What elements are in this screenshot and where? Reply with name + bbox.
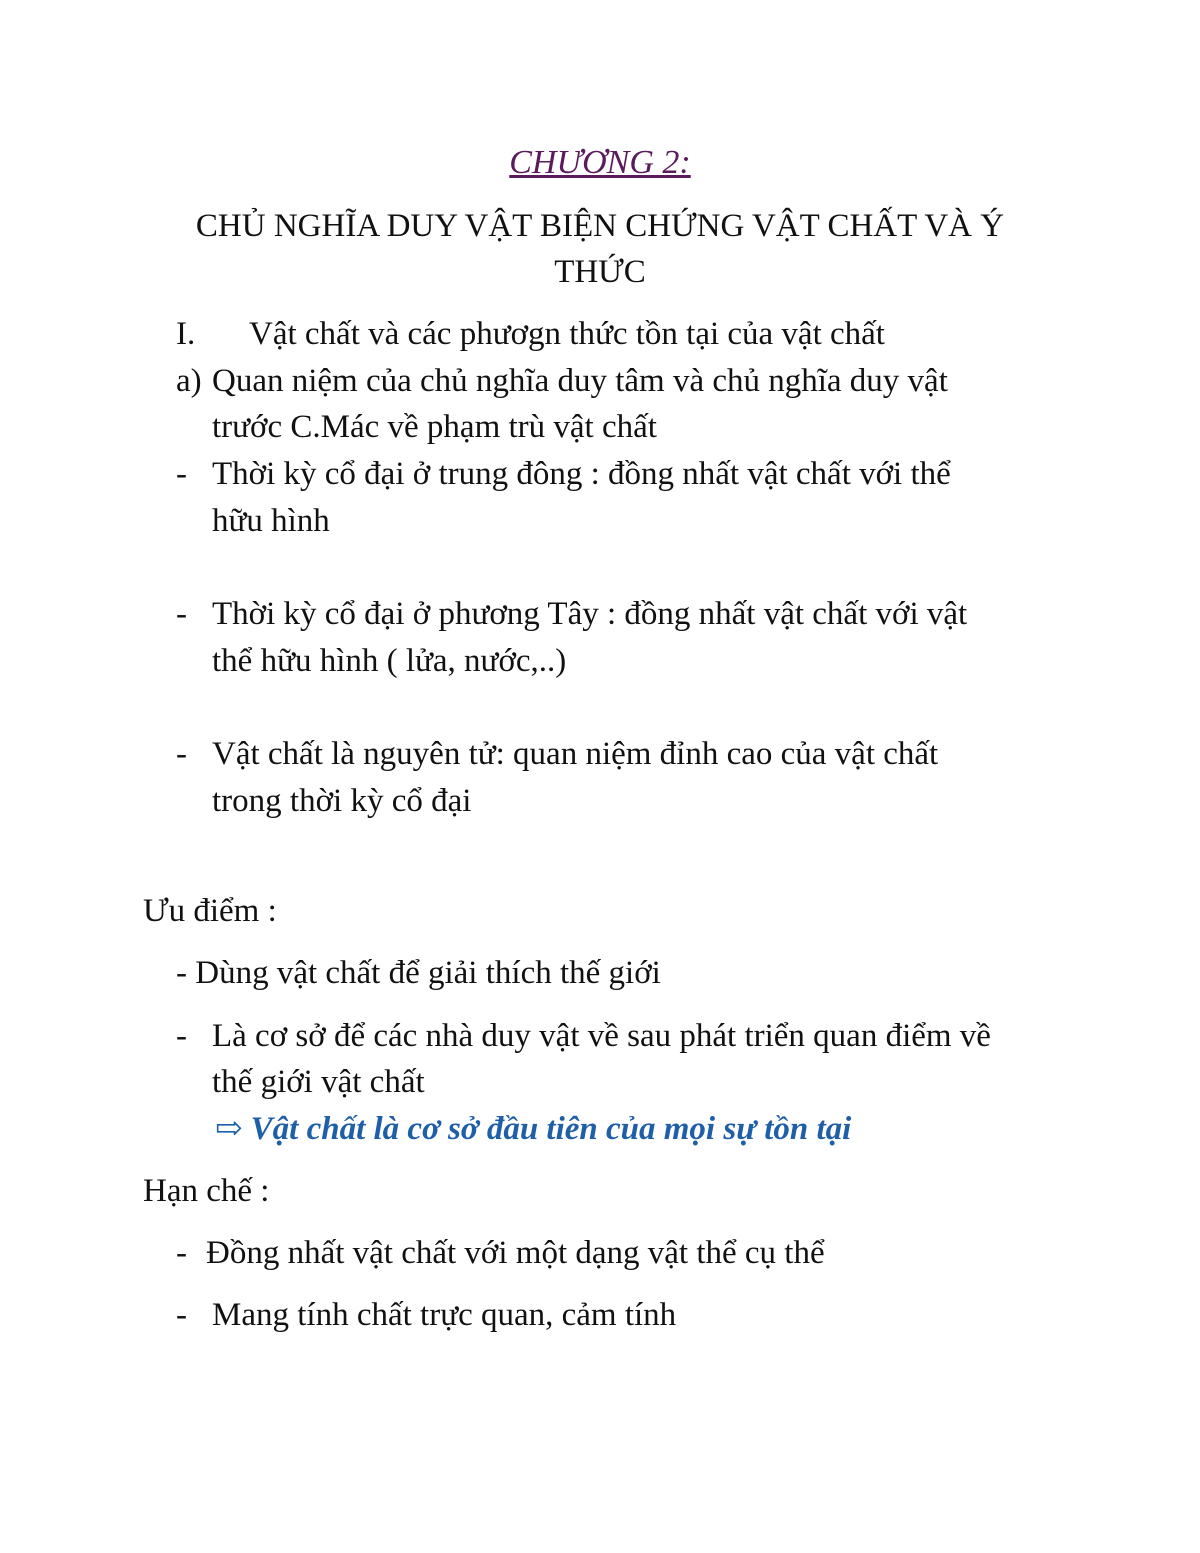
advantages-heading: Ưu điểm : [143,893,277,929]
bullet-1-line-2: hữu hình [212,503,330,539]
limitation-item-2: Mang tính chất trực quan, cảm tính [212,1297,677,1333]
subsection-marker: a) [176,363,202,399]
bullet-3-line-2: trong thời kỳ cổ đại [212,783,472,819]
bullet-marker: - [176,1235,187,1271]
bullet-marker: - [176,1018,187,1054]
subsection-line-2: trước C.Mác về phạm trù vật chất [212,409,657,445]
chapter-title-line-1: CHỦ NGHĨA DUY VẬT BIỆN CHỨNG VẬT CHẤT VÀ Ý [195,208,1005,244]
bullet-marker: - [176,1297,187,1333]
bullet-marker: - [176,736,187,772]
section-heading: Vật chất và các phươgn thức tồn tại của vật chất [249,316,885,352]
chapter-title-line-2: THỨC [554,254,646,290]
conclusion-text: Vật chất là cơ sở đầu tiên của mọi sự tồn tại [250,1111,852,1147]
subsection-line-1: Quan niệm của chủ nghĩa duy tâm và chủ nghĩa duy vật [212,363,948,399]
right-arrow-icon: ⇨ [215,1111,243,1147]
bullet-3-line-1: Vật chất là nguyên tử: quan niệm đỉnh cao của vật chất [212,736,939,772]
advantage-item-2-line-1: Là cơ sở để các nhà duy vật về sau phát triển quan điểm về [212,1018,991,1054]
advantage-item-2-line-2: thế giới vật chất [212,1064,425,1100]
bullet-2-line-2: thể hữu hình ( lửa, nước,..) [212,643,567,679]
conclusion [215,1106,851,1152]
limitations-heading: Hạn chế : [143,1173,270,1209]
bullet-marker: - [176,596,187,632]
section-number: I. [176,316,196,352]
limitation-item-1: Đồng nhất vật chất với một dạng vật thể cụ thể [206,1235,825,1271]
chapter-label: CHƯƠNG 2: [509,144,691,181]
advantage-item-1: - Dùng vật chất để giải thích thế giới [176,955,661,991]
bullet-marker: - [176,456,187,492]
bullet-1-line-1: Thời kỳ cổ đại ở trung đông : đồng nhất vật chất với thể [212,456,951,492]
bullet-2-line-1: Thời kỳ cổ đại ở phương Tây : đồng nhất vật chất với vật [212,596,968,632]
